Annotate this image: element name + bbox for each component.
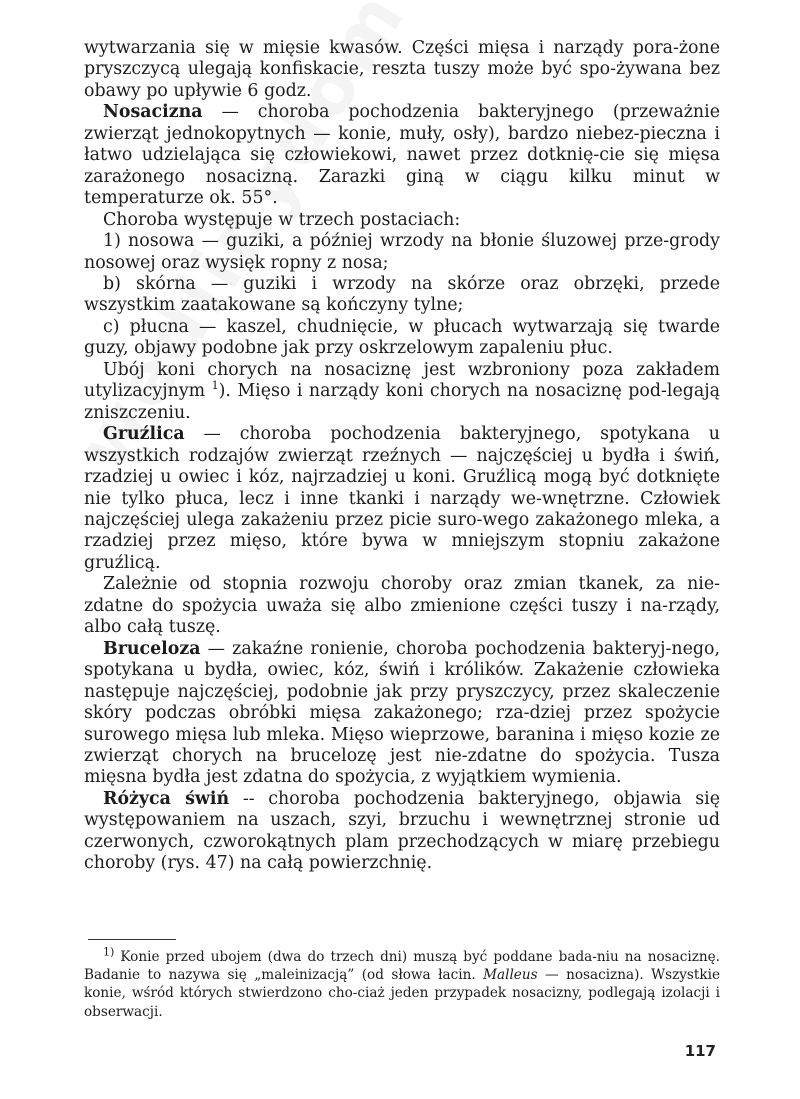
term-gruzlica: Gruźlica bbox=[103, 424, 185, 445]
footnote-italic-term: Malleus bbox=[483, 967, 538, 984]
paragraph-form-skin-text: b) skórna — guziki i wrzody na skórze oraz obrzęki, przede wszystkim zaatakowane są kończyny tylne; bbox=[84, 273, 720, 316]
term-rozyca: Różyca świń bbox=[103, 788, 230, 809]
main-text bbox=[84, 38, 720, 875]
paragraph-form-skin bbox=[84, 274, 720, 317]
footnote-paragraph bbox=[84, 945, 720, 1021]
paragraph-form-lung-text: c) płucna — kaszel, chudnięcie, w płucach wytwarzają się twarde guzy, objawy podobne jak przy oskrzelowym zapaleniu płuc. bbox=[84, 316, 720, 359]
paragraph-nosacizna bbox=[84, 102, 720, 209]
footnote-ref: 1 bbox=[211, 379, 219, 393]
paragraph-form-nasal-text: 1) nosowa — guziki, a później wrzody na błonie śluzowej prze-grody nosowej oraz wysięk ropny z nosa; bbox=[84, 231, 720, 273]
paragraph-form-nasal bbox=[84, 231, 720, 274]
term-nosacizna: Nosacizna bbox=[103, 102, 203, 123]
footnote-divider bbox=[88, 939, 176, 940]
paragraph-1-text: wytwarzania się w mięsie kwasów. Części mięsa i narządy pora-żone pryszczycą ulegają konfiskacie, reszta tuszy może być spo-żywana bez obawy po upływie 6 godz. bbox=[84, 38, 720, 101]
footnote-text-b: — nosacizna). Wszystkie konie, wśród których stwierdzono cho-ciaż jeden przypadek nosacizny, podlegają izolacji i obserwacji. bbox=[84, 967, 720, 1020]
paragraph-bruceloza bbox=[84, 639, 720, 789]
paragraph-gruzlica-disposal-text: Zależnie od stopnia rozwoju choroby oraz zmian tkanek, za nie-zdatne do spożycia uważa się albo zmienione części tuszy i na-rządy, albo całą tuszę. bbox=[84, 574, 720, 638]
paragraph-form-lung bbox=[84, 317, 720, 360]
footnote bbox=[84, 945, 720, 1021]
paragraph-forms-intro-text: Choroba występuje w trzech postaciach: bbox=[103, 209, 461, 230]
paragraph-nosacizna-text: — choroba pochodzenia bakteryjnego (przeważnie zwierząt jednokopytnych — konie, muły, osły), bardzo niebez-pieczna i łatwo udzielająca się człowiekowi, nawet przez dotknię-cie się mięsa zarażonego nosacizną. Zarazki giną w ciągu kilku minut w temperaturze ok. 55°. bbox=[84, 102, 720, 209]
paragraph-slaughter-text-b: ). Mięso i narządy koni chorych na nosaciznę pod-legają zniszczeniu. bbox=[84, 381, 720, 423]
paragraph-bruceloza-text: — zakaźne ronienie, choroba pochodzenia bakteryj-nego, spotykana u bydła, owiec, kóz, świń i królików. Zakażenie człowieka następuje najczęściej, podobnie jak przy pryszczycy, przez skaleczenie skóry podczas obróbki mięsa zakażonego; rza-dziej przez spożycie surowego mięsa lub mleka. Mięso wieprzowe, baranina i mięso kozie ze zwierząt chorych na brucelozę jest nie-zdatne do spożycia. Tusza mięsna bydła jest zdatna do spożycia, z wyjątkiem wymienia. bbox=[84, 638, 720, 788]
paragraph-gruzlica bbox=[84, 424, 720, 574]
footnote-marker: 1) bbox=[103, 945, 115, 959]
paragraph-gruzlica-text: — choroba pochodzenia bakteryjnego, spotykana u wszystkich rodzajów zwierząt rzeźnych — najczęściej u bydła i świń, rzadziej u owiec i kóz, najrzadziej u koni. Gruźlicą mogą być dotknięte nie tylko płuca, lecz i inne tkanki i narządy we-wnętrzne. Człowiek najczęściej ulega zakażeniu przez picie suro-wego zakażonego mleka, a rzadziej przez mięso, które bywa w mniejszym stopniu zakażone gruźlicą. bbox=[84, 424, 720, 573]
page-number: 117 bbox=[684, 1042, 716, 1060]
paragraph-slaughter bbox=[84, 360, 720, 424]
paragraph-forms-intro bbox=[84, 210, 720, 231]
paragraph-rozyca-text: -- choroba pochodzenia bakteryjnego, objawia się występowaniem na uszach, szyi, brzuchu i wewnętrznej stronie ud czerwonych, czworokątnych plam przechodzących w miarę przebiegu choroby (rys. 47) na całą powierzchnię. bbox=[84, 788, 720, 874]
paragraph-1 bbox=[84, 38, 720, 102]
paragraph-slaughter-text-a: Ubój koni chorych na nosaciznę jest wzbroniony poza zakładem utylizacyjnym bbox=[84, 359, 720, 402]
footnote-text-a: Konie przed ubojem (dwa do trzech dni) muszą być poddane bada-niu na nosaciznę. Badanie to nazywa się „maleinizacją” (od słowa łacin. bbox=[84, 949, 720, 984]
paragraph-rozyca bbox=[84, 789, 720, 875]
paragraph-gruzlica-disposal bbox=[84, 574, 720, 638]
term-bruceloza: Bruceloza bbox=[103, 638, 201, 659]
